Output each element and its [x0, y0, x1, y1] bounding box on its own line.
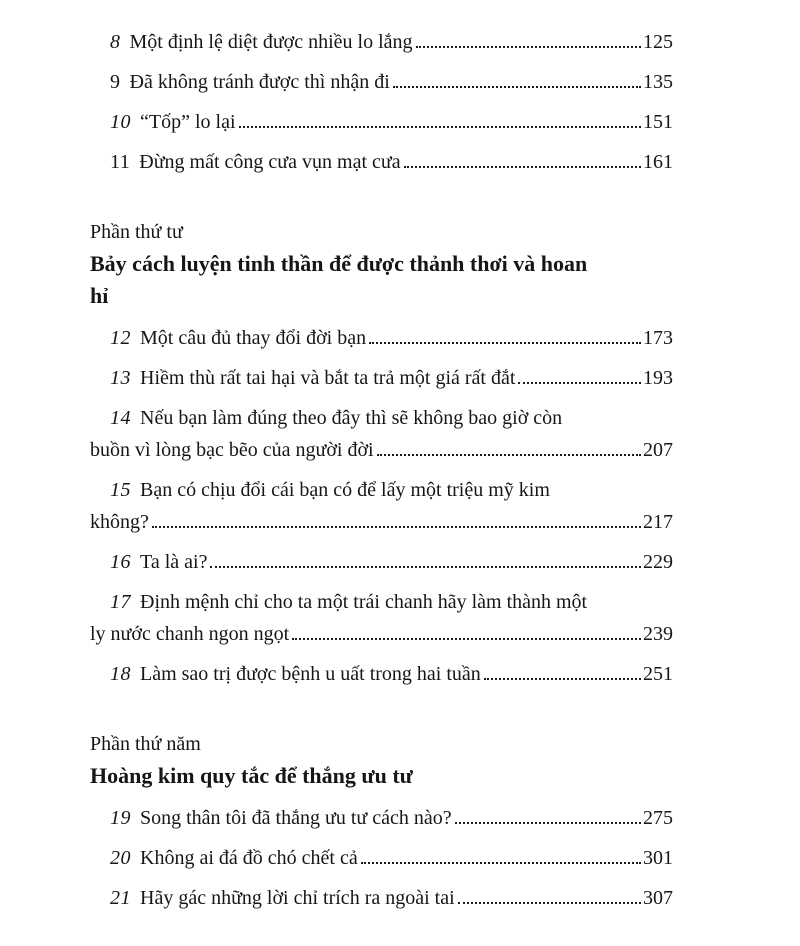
- toc-entry-last-line: [90, 322, 673, 354]
- entry-number: 8: [110, 31, 121, 53]
- toc-entry-last-line: [90, 26, 673, 58]
- toc-entry-last-line: [90, 506, 673, 538]
- toc-entry: [90, 802, 673, 834]
- page-number: 301: [643, 847, 673, 869]
- page-number: 275: [643, 807, 673, 829]
- entry-number: 9: [110, 71, 121, 93]
- section-title: hỉ: [90, 283, 109, 308]
- toc-entry: [90, 546, 673, 578]
- dot-leader: [361, 862, 641, 864]
- toc-entry-last-line: [90, 842, 673, 874]
- toc-entry: [90, 362, 673, 394]
- toc-entry-last-line: [90, 658, 673, 690]
- dot-leader: [393, 86, 641, 88]
- toc-entry-last-line: [90, 546, 673, 578]
- page-number: 135: [643, 71, 673, 93]
- entry-title: Một định lệ diệt được nhiều lo lắng: [129, 31, 413, 53]
- section-header: [90, 728, 673, 792]
- toc-entry: [90, 106, 673, 138]
- toc-entry: [90, 146, 673, 178]
- toc-entry-last-line: [90, 618, 673, 650]
- section-title: Bảy cách luyện tinh thần để được thảnh thơi và hoan: [90, 251, 588, 276]
- toc-entry: [90, 842, 673, 874]
- entry-number: 14: [110, 407, 131, 429]
- toc-entry: [90, 474, 673, 538]
- entry-title: không?: [90, 511, 149, 533]
- toc-entry-last-line: [90, 106, 673, 138]
- entry-number: 13: [110, 367, 131, 389]
- toc-entry-first-line: [90, 474, 673, 506]
- entry-number: 16: [110, 551, 131, 573]
- section-label: Phần thứ tư: [90, 221, 183, 243]
- entry-title: Không ai đá đồ chó chết cả: [140, 847, 358, 869]
- entry-title: Làm sao trị được bệnh u uất trong hai tuần: [140, 663, 481, 685]
- page-number: 307: [643, 887, 673, 909]
- toc-entry-first-line: [90, 402, 673, 434]
- toc-entry: [90, 882, 673, 914]
- entry-number: 21: [110, 887, 131, 909]
- dot-leader: [377, 454, 641, 456]
- toc-entry: [90, 26, 673, 58]
- page-number: 151: [643, 111, 673, 133]
- toc-entry-last-line: [90, 802, 673, 834]
- dot-leader: [518, 382, 641, 384]
- entry-title: Hãy gác những lời chỉ trích ra ngoài tai: [140, 887, 455, 909]
- entry-title: Bạn có chịu đổi cái bạn có để lấy một triệu mỹ kim: [140, 479, 550, 501]
- toc-entry-last-line: [90, 882, 673, 914]
- entry-number: 18: [110, 663, 131, 685]
- page-number: 173: [643, 327, 673, 349]
- page-number: 239: [643, 623, 673, 645]
- entry-title: Song thân tôi đã thắng ưu tư cách nào?: [140, 807, 452, 829]
- entry-title: “Tốp” lo lại: [140, 111, 236, 133]
- dot-leader: [369, 342, 641, 344]
- entry-title: Định mệnh chỉ cho ta một trái chanh hãy làm thành một: [140, 591, 588, 613]
- toc-entry-last-line: [90, 434, 673, 466]
- entry-number: 11: [110, 151, 131, 173]
- toc-entry: [90, 658, 673, 690]
- entry-title: Hiềm thù rất tai hại và bắt ta trả một giá rất đắt: [140, 367, 516, 389]
- toc-entry: [90, 402, 673, 466]
- entry-title: buồn vì lòng bạc bẽo của người đời: [90, 439, 374, 461]
- page-number: 229: [643, 551, 673, 573]
- dot-leader: [239, 126, 641, 128]
- toc-entry: [90, 586, 673, 650]
- section-header: [90, 216, 673, 312]
- entry-number: 20: [110, 847, 131, 869]
- entry-number: 19: [110, 807, 131, 829]
- section-label: Phần thứ năm: [90, 733, 201, 755]
- dot-leader: [484, 678, 641, 680]
- dot-leader: [152, 526, 641, 528]
- entry-number: 10: [110, 111, 131, 133]
- page-number: 161: [643, 151, 673, 173]
- toc-entry-last-line: [90, 66, 673, 98]
- page-number: 217: [643, 511, 673, 533]
- section-title: Hoàng kim quy tắc để thắng ưu tư: [90, 763, 413, 788]
- dot-leader: [416, 46, 641, 48]
- dot-leader: [210, 566, 641, 568]
- entry-number: 15: [110, 479, 131, 501]
- entry-title: Một câu đủ thay đổi đời bạn: [140, 327, 367, 349]
- page-number: 193: [643, 367, 673, 389]
- entry-title: Đã không tránh được thì nhận đi: [129, 71, 390, 93]
- entry-title: Đừng mất công cưa vụn mạt cưa: [139, 151, 401, 173]
- page-number: 125: [643, 31, 673, 53]
- dot-leader: [404, 166, 641, 168]
- entry-number: 12: [110, 327, 131, 349]
- page-number: 207: [643, 439, 673, 461]
- dot-leader: [458, 902, 641, 904]
- toc-entry: [90, 322, 673, 354]
- page-number: 251: [643, 663, 673, 685]
- entry-title: ly nước chanh ngon ngọt: [90, 623, 290, 645]
- toc-entry-first-line: [90, 586, 673, 618]
- entry-title: Ta là ai?: [140, 551, 208, 573]
- entry-number: 17: [110, 591, 131, 613]
- dot-leader: [455, 822, 641, 824]
- entry-title: Nếu bạn làm đúng theo đây thì sẽ không bao giờ còn: [140, 407, 563, 429]
- dot-leader: [292, 638, 641, 640]
- toc-entry-last-line: [90, 146, 673, 178]
- toc-entry-last-line: [90, 362, 673, 394]
- toc-entry: [90, 66, 673, 98]
